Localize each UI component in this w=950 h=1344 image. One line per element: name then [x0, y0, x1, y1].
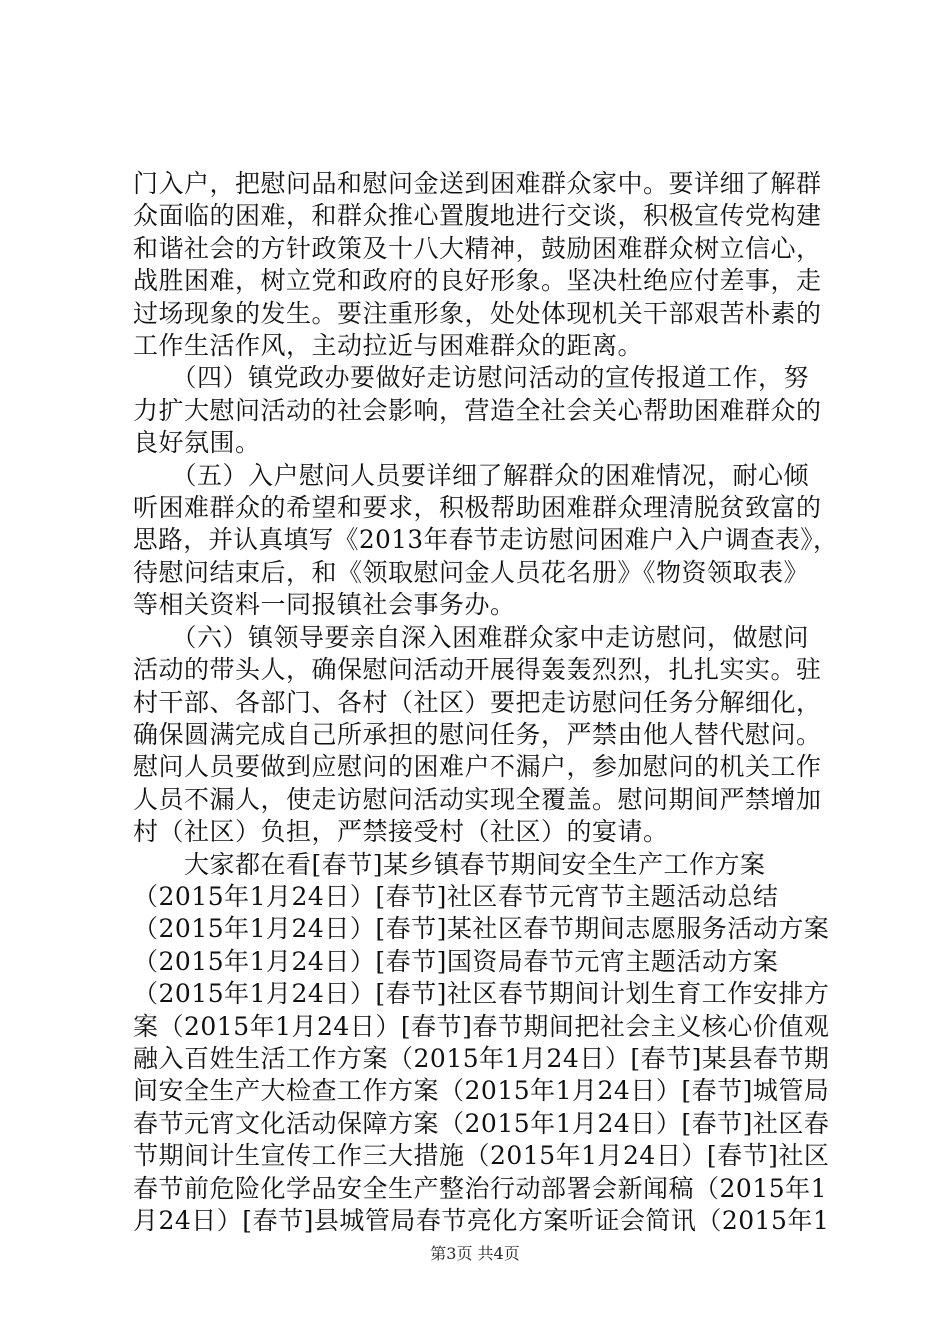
text-line: 力扩大慰问活动的社会影响，营造全社会关心帮助困难群众的	[133, 395, 822, 425]
text-line: （六）镇领导要亲自深入困难群众家中走访慰问，做慰问	[133, 622, 810, 652]
text-line: 融入百姓生活工作方案（2015年1月24日）[春节]某县春节期	[133, 1043, 830, 1073]
text-line: （2015年1月24日）[春节]某社区春节期间志愿服务活动方案	[133, 914, 830, 944]
text-line: 思路，并认真填写《2013年春节走访慰问困难户入户调查表》，	[133, 525, 839, 555]
text-line: （五）入户慰问人员要详细了解群众的困难情况，耐心倾	[133, 460, 810, 490]
text-line: 众面临的困难，和群众推心置腹地进行交谈，积极宣传党构建	[133, 201, 822, 231]
text-line: 春节元宵文化活动保障方案（2015年1月24日）[春节]社区春	[133, 1108, 830, 1138]
text-line: 良好氛围。	[133, 428, 261, 458]
text-line: （2015年1月24日）[春节]国资局春节元宵主题活动方案	[133, 946, 779, 976]
text-line: （2015年1月24日）[春节]社区春节元宵节主题活动总结	[133, 881, 779, 911]
text-line: 过场现象的发生。要注重形象，处处体现机关干部艰苦朴素的	[133, 298, 822, 328]
text-line: 听困难群众的希望和要求，积极帮助困难群众理清脱贫致富的	[133, 493, 822, 523]
text-line: 节期间计生宣传工作三大措施（2015年1月24日）[春节]社区	[133, 1141, 830, 1171]
text-line: 村（社区）负担，严禁接受村（社区）的宴请。	[133, 817, 669, 847]
text-line: 大家都在看[春节]某乡镇春节期间安全生产工作方案	[133, 849, 766, 879]
text-line: 确保圆满完成自己所承担的慰问任务，严禁由他人替代慰问。	[133, 719, 822, 749]
text-line: 春节前危险化学品安全生产整治行动部署会新闻稿（2015年1	[133, 1173, 828, 1203]
text-line: 活动的带头人，确保慰问活动开展得轰轰烈烈，扎扎实实。驻	[133, 655, 822, 685]
text-line: 战胜困难，树立党和政府的良好形象。坚决杜绝应付差事，走	[133, 266, 822, 296]
text-line: 和谐社会的方针政策及十八大精神，鼓励困难群众树立信心，	[133, 233, 822, 263]
text-line: 间安全生产大检查工作方案（2015年1月24日）[春节]城管局	[133, 1076, 830, 1106]
text-line: 待慰问结束后，和《领取慰问金人员花名册》《物资领取表》	[133, 557, 810, 587]
text-line: （四）镇党政办要做好走访慰问活动的宣传报道工作，努	[133, 363, 810, 393]
body-text	[133, 168, 839, 1237]
text-line: 工作生活作风，主动拉近与困难群众的距离。	[133, 331, 644, 361]
text-line: 案（2015年1月24日）[春节]春节期间把社会主义核心价值观	[133, 1011, 830, 1041]
text-line: 慰问人员要做到应慰问的困难户不漏户，参加慰问的机关工作	[133, 752, 822, 782]
text-line: 月24日）[春节]县城管局春节亮化方案听证会简讯（2015年1	[133, 1206, 830, 1235]
text-line: 等相关资料一同报镇社会事务办。	[133, 590, 516, 620]
text-line: 村干部、各部门、各村（社区）要把走访慰问任务分解细化，	[133, 687, 822, 717]
text-line: （2015年1月24日）[春节]社区春节期间计划生育工作安排方	[133, 979, 830, 1009]
page-footer: 第3页 共4页	[430, 1244, 520, 1263]
text-line: 门入户，把慰问品和慰问金送到困难群众家中。要详细了解群	[133, 169, 822, 198]
text-line: 人员不漏人，使走访慰问活动实现全覆盖。慰问期间严禁增加	[133, 784, 822, 814]
